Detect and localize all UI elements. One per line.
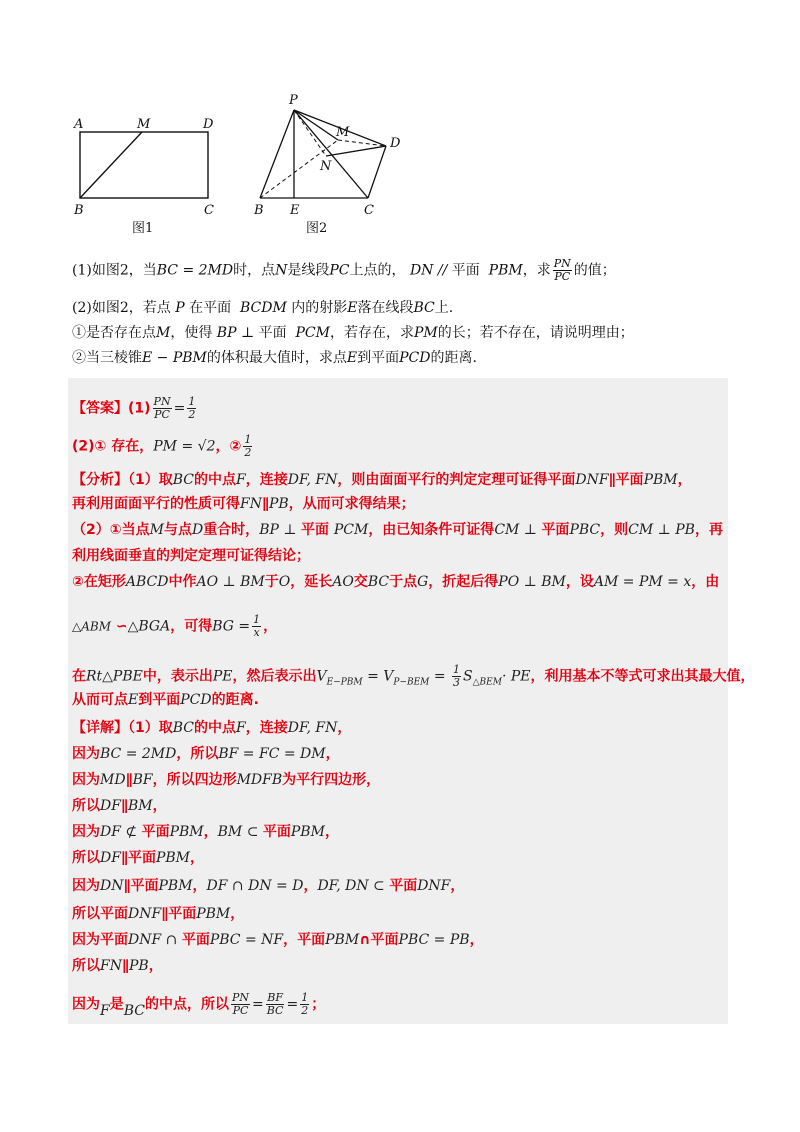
q1-math: N (275, 262, 288, 279)
fig1-label-a: A (74, 117, 84, 132)
text: 因为 (72, 772, 100, 788)
q1-text: 时，点 (233, 262, 276, 279)
fraction (187, 396, 196, 421)
text: ，然后表示出 (232, 668, 317, 685)
math: BC = 2MD (100, 746, 177, 762)
math: · PE (501, 668, 531, 685)
fig2-label-m: M (336, 125, 350, 140)
math: = (286, 996, 299, 1013)
text: 所以 (72, 798, 100, 814)
math-subscript: E−PBM (326, 677, 363, 688)
fraction (231, 992, 250, 1017)
math: PE (212, 668, 233, 685)
text: 因为 (72, 746, 100, 762)
text: 的中点 (194, 720, 237, 736)
fraction-numerator: PN (231, 991, 250, 1004)
math: PO ⊥ BM (498, 574, 566, 590)
detail-line (72, 956, 163, 976)
math: F (236, 472, 246, 488)
analysis-line (72, 546, 310, 566)
text: 是 (109, 996, 124, 1013)
fraction (153, 396, 172, 421)
fraction-denominator: PC (232, 1004, 249, 1017)
detail-line (72, 930, 484, 950)
text: ②在矩形 (72, 574, 126, 590)
analysis-line (72, 690, 259, 710)
math: FN (100, 958, 122, 974)
text: 平面 (389, 878, 418, 894)
fraction-denominator: 3 (453, 676, 461, 689)
text: 因为 (72, 824, 100, 840)
fraction-numerator: BF (267, 991, 283, 1004)
math: CM ⊥ (494, 522, 542, 538)
q4-math: E − PBM (142, 350, 207, 366)
fraction-numerator: 1 (453, 663, 461, 676)
math-subscript: △BEM (472, 677, 502, 688)
text: ∥ (120, 798, 128, 814)
math: PBM (643, 472, 678, 488)
text: ， (203, 824, 218, 840)
math: PCM (333, 522, 369, 538)
question-2-part-2 (72, 348, 477, 368)
q4-text: ②当三棱锥 (72, 350, 142, 366)
text: ，可得 (170, 618, 213, 635)
fraction (252, 614, 261, 639)
detail-line (72, 876, 464, 896)
math: V (316, 668, 327, 685)
text: 平面 (541, 522, 570, 538)
q3-text: ，若存在，求 (329, 325, 414, 341)
text: ∥ (121, 958, 129, 974)
q1-fraction (553, 258, 572, 283)
q3-math: M (156, 325, 171, 341)
text: ， (337, 720, 352, 736)
q2-math: E (347, 300, 358, 316)
text: ， (469, 932, 484, 948)
q3-text: 的长；若不存在，请说明理由； (437, 325, 634, 341)
math: MD (100, 772, 126, 788)
geometry-figures (60, 88, 420, 238)
text: 【分析】（1）取 (72, 472, 173, 488)
detail-line (72, 796, 167, 816)
analysis-line (72, 614, 277, 639)
text: 中，表示出 (142, 668, 213, 685)
q1-text: 上点的， (349, 262, 406, 279)
text: 的距离. (211, 692, 259, 708)
text: 所以 (72, 958, 100, 974)
fraction-denominator: x (253, 626, 260, 639)
math: DF (100, 798, 121, 814)
q4-text: 的体积最大值时，求点 (206, 350, 347, 366)
math: DNF (417, 878, 451, 894)
q3-text: ，使得 (170, 325, 213, 341)
math: △BGA (127, 618, 171, 635)
text: ，平面 (283, 932, 326, 948)
text: 因为平面 (72, 932, 128, 948)
math: PBM (169, 824, 204, 840)
q2-math: BC (413, 300, 435, 316)
q4-text: 的距离. (430, 350, 477, 366)
math: DNF ∩ (128, 932, 182, 948)
text: 平面 (300, 522, 329, 538)
text: 平面 (262, 824, 291, 840)
detail-line (72, 770, 380, 790)
math-subscript: P−BEM (393, 677, 430, 688)
q2-math: BCDM (239, 300, 287, 316)
text: 再利用面面平行的性质可得 (72, 496, 240, 512)
fig1-caption: 图1 (132, 221, 154, 236)
text: ，利用基本不等式可求出其最大值， (530, 668, 755, 685)
text: ∥平面 (608, 472, 644, 488)
math: PBC (569, 522, 601, 538)
math: PBM (290, 824, 325, 840)
text: ， (152, 798, 167, 814)
q1-math: PC (329, 262, 350, 279)
fig1-label-d: D (203, 117, 214, 132)
math: PBM (155, 850, 190, 866)
math: O (278, 574, 291, 590)
analysis-line (72, 494, 415, 514)
question-2-part-1 (72, 323, 634, 343)
fig1-label-c: C (204, 203, 214, 218)
math: = (429, 668, 451, 685)
q2-text: (2)如图2，若点 (72, 300, 171, 316)
math: Rt△PBE (86, 668, 143, 685)
detail-line (72, 822, 339, 842)
text: ，则 (600, 522, 629, 538)
text: ，再 (694, 522, 723, 538)
math: BG = (212, 618, 251, 635)
math: DNF (575, 472, 609, 488)
figure-2 (253, 93, 401, 236)
analysis-line (72, 664, 755, 692)
answer-line (72, 434, 254, 459)
answer-tag: 【答案】(1) (72, 400, 151, 417)
text: 与点 (163, 522, 192, 538)
q2-text: 上. (434, 300, 454, 316)
q2-text: 在平面 (189, 300, 232, 316)
text: ∽ (115, 618, 128, 635)
fraction-denominator: 2 (188, 408, 196, 421)
fig2-label-d: D (390, 136, 401, 151)
detail-line (72, 848, 204, 868)
text: 因为 (72, 996, 100, 1013)
math: BF (132, 772, 153, 788)
fraction (300, 992, 309, 1017)
text: 到平面 (138, 692, 181, 708)
math: DF ⊄ (100, 824, 142, 840)
fraction-numerator: 1 (188, 395, 196, 408)
q3-text: ①是否存在点 (72, 325, 156, 341)
math: F (100, 1002, 110, 1019)
math: BC (172, 472, 195, 488)
text: 平面 (181, 932, 210, 948)
question-2 (72, 298, 453, 318)
fraction-denominator: BC (266, 1004, 284, 1017)
text: 所以 (72, 850, 100, 866)
math: PB (268, 496, 289, 512)
q3-math: PCM (295, 325, 330, 341)
text: ， (450, 878, 465, 894)
text: ∥ (261, 496, 269, 512)
math: S (463, 668, 473, 685)
q3-math: PM (413, 325, 438, 341)
text: ，连接 (245, 720, 288, 736)
math: BP ⊥ (259, 522, 301, 538)
q3-math: BP ⊥ (216, 325, 259, 341)
text: 的中点 (194, 472, 237, 488)
text: ，则由面面平行的判定定理可证得平面 (337, 472, 576, 488)
text: ，从而可求得结果； (288, 496, 415, 512)
math: = (252, 996, 264, 1013)
math: BC (367, 574, 390, 590)
math: DF, DN ⊂ (317, 878, 390, 894)
math: ABCD (125, 574, 169, 590)
fig2-label-p: P (289, 93, 298, 108)
q1-math: DN // (409, 262, 452, 279)
q1-text: 是线段 (287, 262, 330, 279)
text: ，连接 (245, 472, 288, 488)
math: DF (100, 850, 121, 866)
math: MDFB (236, 772, 283, 788)
q4-math: E (346, 350, 358, 366)
text: 平面 (141, 824, 170, 840)
fraction-numerator: 1 (253, 613, 261, 626)
text: 【详解】（1）取 (72, 720, 173, 736)
q2-math: P (175, 300, 185, 316)
text: ， (303, 878, 318, 894)
text: ，由已知条件可证得 (368, 522, 495, 538)
fraction (243, 434, 252, 459)
q4-math: PCD (399, 350, 431, 366)
question-1 (72, 258, 616, 283)
math: PB (128, 958, 149, 974)
math: DNF (128, 906, 162, 922)
answer-line (72, 396, 198, 421)
text: ； (311, 996, 326, 1013)
analysis-line (72, 520, 723, 540)
text: ，设 (565, 574, 594, 590)
figure-1 (73, 117, 214, 236)
text: ， (263, 618, 278, 635)
detail-line (72, 744, 340, 764)
text: ，折起后得 (428, 574, 499, 590)
text: ， (325, 746, 340, 762)
math: PBM (325, 932, 360, 948)
text: ∩平面 (359, 932, 399, 948)
fig1-label-b: B (74, 203, 84, 218)
fraction-denominator: PC (554, 270, 571, 283)
text: 利用线面垂直的判定定理可证得结论； (72, 548, 310, 564)
math: BF = FC = DM (218, 746, 326, 762)
math: AO ⊥ BM (196, 574, 265, 590)
text: 为平行四边形， (282, 772, 381, 788)
math: AO (332, 574, 354, 590)
math: E (128, 692, 139, 708)
text: （2）①当点 (72, 522, 150, 538)
q1-math: PBM (488, 262, 523, 279)
text: 所以平面 (72, 906, 128, 922)
math: CM ⊥ PB (628, 522, 695, 538)
math: PBC = NF (209, 932, 284, 948)
math: F (236, 720, 246, 736)
math: AM = PM = x (593, 574, 692, 590)
math: DN (100, 878, 124, 894)
q4-text: 到平面 (357, 350, 400, 366)
q1-math: BC = 2MD (156, 262, 234, 279)
math: BC (172, 720, 195, 736)
text: ，由 (691, 574, 720, 590)
fig2-label-e: E (290, 203, 300, 218)
text: ， (148, 958, 163, 974)
fraction-denominator: PC (154, 408, 170, 421)
math: = (173, 400, 186, 417)
math: BC (123, 1002, 145, 1019)
text: ， (192, 878, 207, 894)
math: DF, FN (287, 472, 338, 488)
math: M (149, 522, 164, 538)
fraction (266, 992, 285, 1017)
text: ， (230, 906, 245, 922)
text: 因为 (72, 878, 100, 894)
text: 于 (264, 574, 279, 590)
fraction-denominator: 2 (301, 1004, 309, 1017)
fig2-caption: 图2 (306, 221, 328, 236)
text: ， (324, 824, 339, 840)
text: 交 (353, 574, 368, 590)
q2-text: 内的射影 (291, 300, 348, 316)
math: G (417, 574, 429, 590)
fraction-numerator: 1 (301, 991, 309, 1004)
detail-line (72, 904, 244, 924)
fraction-numerator: 1 (244, 433, 252, 446)
fraction-numerator: PN (553, 257, 571, 270)
math: BM (127, 798, 153, 814)
fig2-label-c: C (364, 203, 374, 218)
text: ∥ (125, 772, 133, 788)
text: ∥平面 (123, 878, 159, 894)
text: ∥平面 (120, 850, 156, 866)
text: 重合时， (203, 522, 260, 538)
math: PBM (196, 906, 231, 922)
math: PBC = PB (398, 932, 470, 948)
text: (2)① 存在， (72, 438, 154, 455)
text: 的中点，所以 (144, 996, 229, 1013)
math: PCD (180, 692, 212, 708)
fraction (452, 664, 461, 689)
text: ∥平面 (161, 906, 197, 922)
text: ， (677, 472, 692, 488)
math: PBM (158, 878, 193, 894)
fig1-label-m: M (137, 117, 151, 132)
fraction-denominator: 2 (244, 446, 252, 459)
q1-text: ，求 (522, 262, 551, 279)
text: 于点 (389, 574, 418, 590)
q1-text: 平面 (451, 262, 480, 279)
q2-text: 落在线段 (357, 300, 414, 316)
fig2-label-n: N (320, 159, 332, 174)
detail-line (72, 718, 351, 738)
detail-line (72, 992, 325, 1017)
text: ，所以 (176, 746, 219, 762)
q1-text: 的值； (573, 262, 616, 279)
math: FN (240, 496, 262, 512)
math: BM ⊂ (217, 824, 263, 840)
text: ，所以四边形 (152, 772, 237, 788)
q3-text: 平面 (258, 325, 287, 341)
q1-text: (1)如图2，当 (72, 262, 157, 279)
fraction-numerator: PN (153, 395, 171, 408)
math: DF, FN (287, 720, 338, 736)
math: △ABM (72, 619, 111, 634)
analysis-line (72, 470, 692, 490)
analysis-line (72, 572, 719, 592)
text: ，② (215, 438, 242, 455)
text: 中作 (168, 574, 197, 590)
math: PM = √2 (153, 438, 216, 455)
text: 从而可点 (72, 692, 128, 708)
text: ，延长 (290, 574, 333, 590)
math: D (191, 522, 204, 538)
fig2-label-b: B (254, 203, 264, 218)
math: = V (362, 668, 394, 685)
text: 在 (72, 668, 86, 685)
math: DF ∩ DN = D (206, 878, 304, 894)
text: ， (190, 850, 204, 866)
